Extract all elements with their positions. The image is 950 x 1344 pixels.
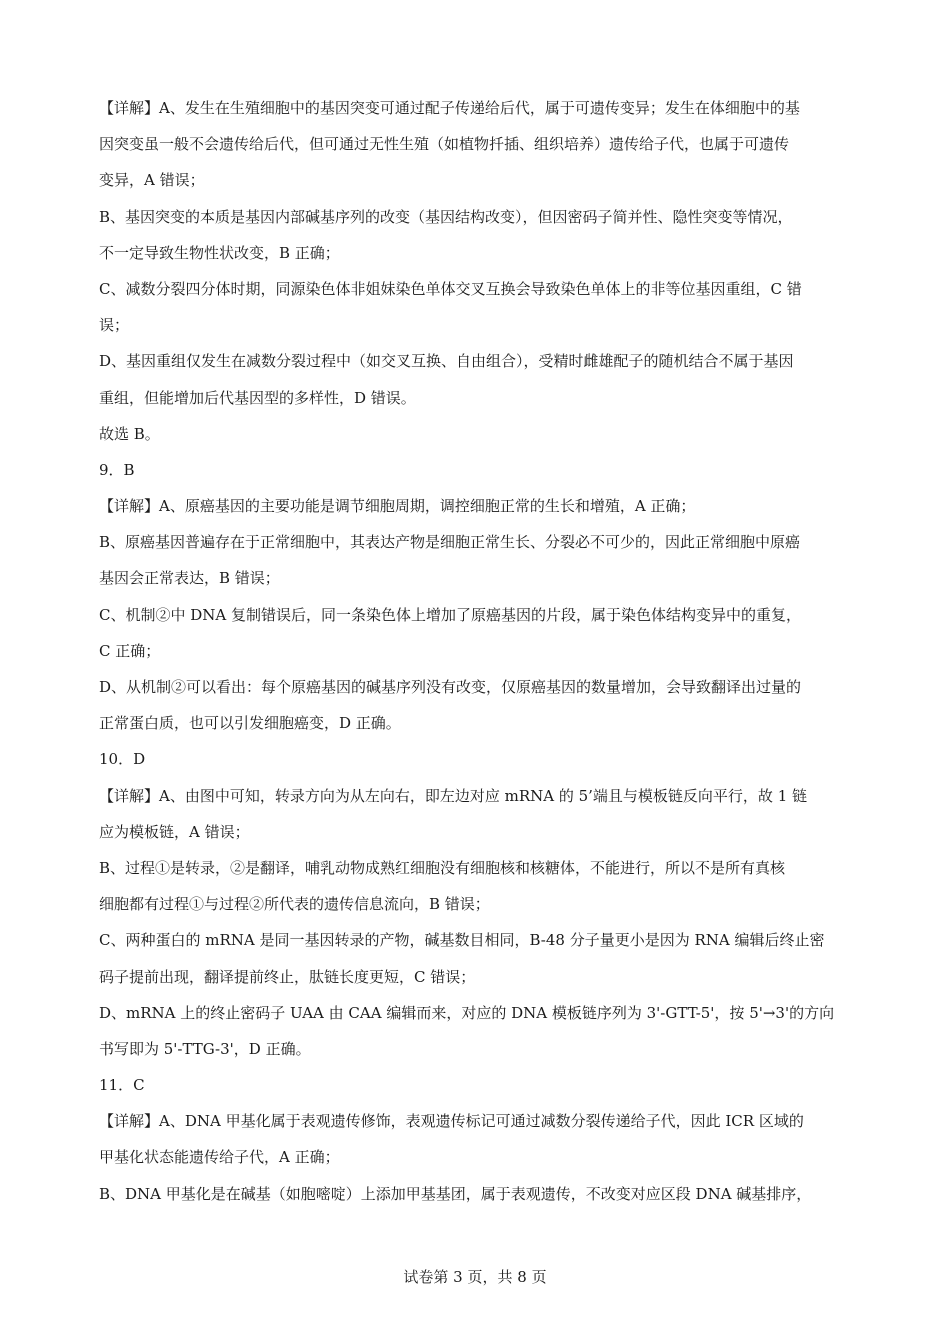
text-line: D、基因重组仅发生在减数分裂过程中（如交叉互换、自由组合），受精时雌雄配子的随机结合不属于基因 xyxy=(99,352,794,371)
question-number-11: 11．C xyxy=(99,1076,145,1095)
text-line: 【详解】A、原癌基因的主要功能是调节细胞周期，调控细胞正常的生长和增殖，A 正确； xyxy=(99,497,696,516)
text-line: B、基因突变的本质是基因内部碱基序列的改变（基因结构改变），但因密码子简并性、隐性突变等情况， xyxy=(99,207,793,226)
text-line: C、减数分裂四分体时期，同源染色体非姐妹染色单体交叉互换会导致染色单体上的非等位基因重组，C 错 xyxy=(99,279,802,298)
text-line: 误； xyxy=(99,316,130,335)
text-line: 基因会正常表达，B 错误； xyxy=(99,569,280,588)
text-line: B、原癌基因普遍存在于正常细胞中，其表达产物是细胞正常生长、分裂必不可少的，因此正常细胞中原癌 xyxy=(99,533,801,552)
question-number-10: 10．D xyxy=(99,750,146,769)
text-line: 甲基化状态能遗传给子代，A 正确； xyxy=(99,1148,340,1167)
text-line: B、DNA 甲基化是在碱基（如胞嘧啶）上添加甲基基团，属于表观遗传，不改变对应区段 DNA 碱基排序， xyxy=(99,1184,812,1203)
text-line: 细胞都有过程①与过程②所代表的遗传信息流向，B 错误； xyxy=(99,895,490,914)
text-line: 应为模板链，A 错误； xyxy=(99,822,250,841)
text-line: D、mRNA 上的终止密码子 UAA 由 CAA 编辑而来，对应的 DNA 模板链序列为 3'-GTT-5'，按 5'→3'的方向 xyxy=(99,1003,835,1022)
text-line: 重组，但能增加后代基因型的多样性，D 错误。 xyxy=(99,388,416,407)
text-line: C 正确； xyxy=(99,641,161,660)
question-number-9: 9．B xyxy=(99,460,135,479)
text-line: 码子提前出现，翻译提前终止，肽链长度更短，C 错误； xyxy=(99,967,476,986)
text-line: 书写即为 5'-TTG-3'，D 正确。 xyxy=(99,1039,311,1058)
text-line: 因突变虽一般不会遗传给后代，但可通过无性生殖（如植物扦插、组织培养）遗传给子代，也属于可遗传 xyxy=(99,135,790,154)
text-line: C、两种蛋白的 mRNA 是同一基因转录的产物，碱基数目相同，B-48 分子量更小是因为 RNA 编辑后终止密 xyxy=(99,931,825,950)
text-line: 【详解】A、发生在生殖细胞中的基因突变可通过配子传递给后代，属于可遗传变异；发生在体细胞中的基 xyxy=(99,99,800,117)
answer-explanation-body xyxy=(99,90,859,1212)
text-line: 【详解】A、由图中可知，转录方向为从左向右，即左边对应 mRNA 的 5’端且与模板链反向平行，故 1 链 xyxy=(99,786,808,805)
text-line: 变异，A 错误； xyxy=(99,171,205,190)
text-line: B、过程①是转录，②是翻译，哺乳动物成熟红细胞没有细胞核和核糖体，不能进行，所以不是所有真核 xyxy=(99,858,786,877)
text-line: 正常蛋白质，也可以引发细胞癌变，D 正确。 xyxy=(99,714,401,733)
text-line: C、机制②中 DNA 复制错误后，同一条染色体上增加了原癌基因的片段，属于染色体结构变异中的重复， xyxy=(99,605,802,624)
text-line: 【详解】A、DNA 甲基化属于表观遗传修饰，表观遗传标记可通过减数分裂传递给子代，因此 ICR 区域的 xyxy=(99,1112,804,1131)
text-line: D、从机制②可以看出：每个原癌基因的碱基序列没有改变，仅原癌基因的数量增加，会导致翻译出过量的 xyxy=(99,678,802,696)
page-footer: 试卷第 3 页，共 8 页 xyxy=(403,1268,547,1286)
text-line: 故选 B。 xyxy=(99,424,160,443)
text-line: 不一定导致生物性状改变，B 正确； xyxy=(99,243,340,262)
